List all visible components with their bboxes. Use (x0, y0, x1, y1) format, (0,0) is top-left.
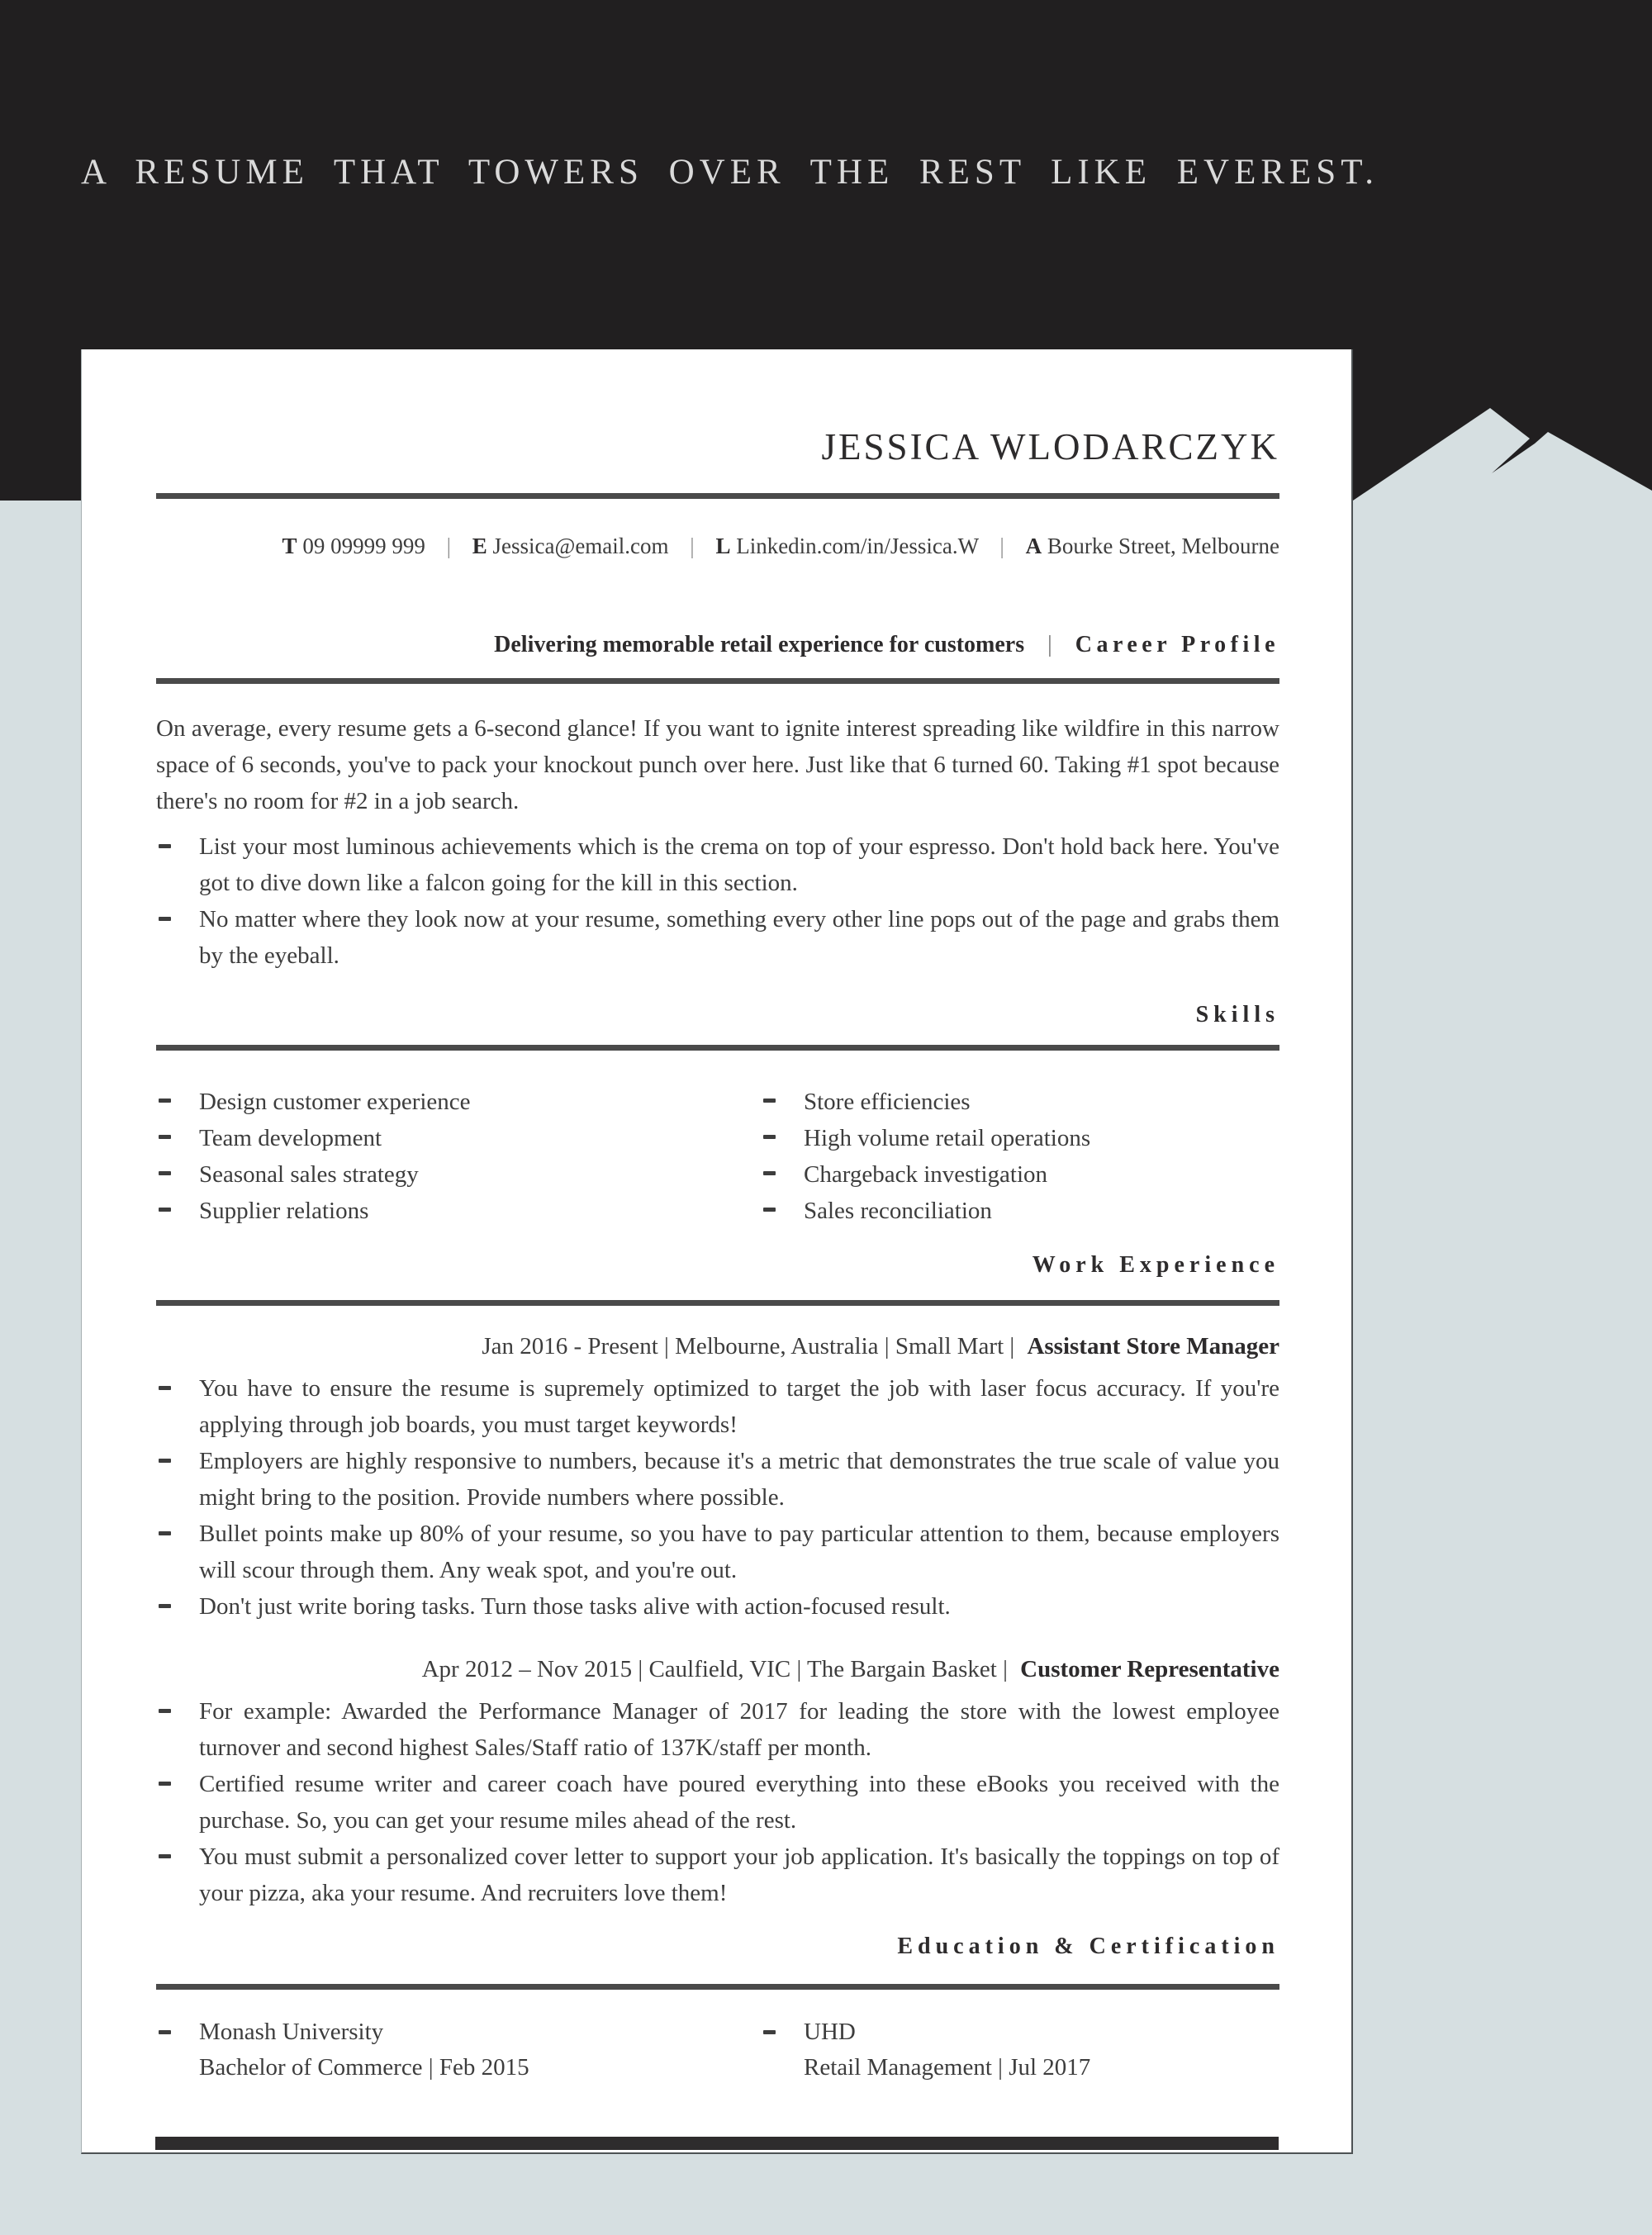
bullet-text: For example: Awarded the Performance Manager of 2017 for leading the store with the lowest employee turnover and second highest Sales/Staff ratio of 137K/staff per month. (199, 1698, 1279, 1761)
dash-bullet-icon (159, 2030, 171, 2034)
list-item (156, 901, 1279, 974)
education-grid (156, 2014, 1279, 2086)
list-item (156, 1120, 761, 1156)
dash-bullet-icon (159, 1709, 171, 1713)
dash-bullet-icon (159, 1208, 171, 1212)
list-item (761, 1120, 1279, 1156)
skills-column-right (761, 1084, 1279, 1229)
contact-separator: | (999, 534, 1004, 558)
list-item (156, 1516, 1279, 1588)
skill-text: Chargeback investigation (804, 1161, 1048, 1188)
bullet-text: Don't just write boring tasks. Turn those tasks alive with action-focused result. (199, 1593, 951, 1620)
dash-bullet-icon (159, 1531, 171, 1535)
contact-separator: | (690, 534, 695, 558)
skill-text: Sales reconciliation (804, 1198, 992, 1224)
list-item (156, 1766, 1279, 1839)
phone-value: 09 09999 999 (302, 534, 425, 558)
job-bullet-list (156, 1370, 1279, 1625)
job-title: Customer Representative (1020, 1656, 1279, 1682)
job-meta-text: Jan 2016 - Present | Melbourne, Australia | Small Mart | (482, 1333, 1015, 1360)
phone-label: T (282, 534, 297, 558)
skill-text: Team development (199, 1125, 382, 1151)
dash-bullet-icon (159, 1135, 171, 1139)
list-item (156, 1370, 1279, 1443)
dash-bullet-icon (763, 1099, 776, 1103)
candidate-name: JESSICA WLODARCZYK (821, 426, 1279, 467)
dash-bullet-icon (159, 1099, 171, 1103)
bullet-text: Certified resume writer and career coach have poured everything into these eBooks you received with the purchase. So, you can get your resume miles ahead of the rest. (199, 1771, 1279, 1834)
work-experience-rule (156, 1300, 1279, 1306)
resume-page (81, 349, 1353, 2154)
list-item (156, 828, 1279, 901)
job-title: Assistant Store Manager (1027, 1333, 1279, 1360)
list-item (156, 1693, 1279, 1766)
email-label: E (472, 534, 487, 558)
tagline-line (156, 630, 1279, 660)
education-detail: Bachelor of Commerce | Feb 2015 (199, 2054, 529, 2081)
contact-line (156, 532, 1279, 560)
dash-bullet-icon (159, 844, 171, 848)
skill-text: Supplier relations (199, 1198, 369, 1224)
list-item (156, 1193, 761, 1229)
list-item (156, 1156, 761, 1193)
dash-bullet-icon (763, 1171, 776, 1175)
skills-rule (156, 1045, 1279, 1051)
education-institution: UHD (804, 2019, 856, 2045)
list-item (761, 1193, 1279, 1229)
list-item (156, 1443, 1279, 1516)
email-value: Jessica@email.com (492, 534, 669, 558)
career-profile-intro: On average, every resume gets a 6-second glance! If you want to ignite interest spreading like wildfire in this narrow space of 6 seconds, you've to pack your knockout punch over here. Just like that 6 turned 60. Taking #1 spot because there's no room for #2 in a job search. (156, 715, 1279, 814)
dash-bullet-icon (159, 1171, 171, 1175)
job-header (156, 1331, 1279, 1361)
dash-bullet-icon (159, 1386, 171, 1390)
bullet-text: You have to ensure the resume is supremely optimized to target the job with laser focus accuracy. If you're applying through job boards, you must target keywords! (199, 1375, 1279, 1438)
dash-bullet-icon (159, 1459, 171, 1463)
name-divider-rule (156, 493, 1279, 499)
page-footer-bar (155, 2137, 1279, 2150)
bullet-text: You must submit a personalized cover letter to support your job application. It's basically the toppings on top of your pizza, aka your resume. And recruiters love them! (199, 1844, 1279, 1906)
career-profile-bullet-list (156, 828, 1279, 974)
education-item (761, 2014, 1279, 2086)
linkedin-value: Linkedin.com/in/Jessica.W (736, 534, 979, 558)
job-bullet-list (156, 1693, 1279, 1911)
skills-grid (156, 1084, 1279, 1229)
tagline-separator: | (1047, 632, 1052, 657)
education-institution: Monash University (199, 2019, 384, 2045)
education-detail: Retail Management | Jul 2017 (804, 2054, 1091, 2081)
section-heading-career-profile: Career Profile (1075, 632, 1279, 657)
linkedin-label: L (715, 534, 731, 558)
tagline-text: Delivering memorable retail experience for customers (494, 632, 1025, 657)
dash-bullet-icon (763, 1135, 776, 1139)
skill-text: High volume retail operations (804, 1125, 1091, 1151)
dash-bullet-icon (159, 917, 171, 921)
skill-text: Seasonal sales strategy (199, 1161, 419, 1188)
bullet-text: No matter where they look now at your resume, something every other line pops out of the page and grabs them by the eyeball. (199, 906, 1279, 969)
list-item (761, 1156, 1279, 1193)
section-heading-education: Education & Certification (897, 1934, 1279, 1959)
dash-bullet-icon (763, 2030, 776, 2034)
dash-bullet-icon (159, 1604, 171, 1608)
education-rule (156, 1984, 1279, 1990)
job-meta-text: Apr 2012 – Nov 2015 | Caulfield, VIC | The Bargain Basket | (421, 1656, 1008, 1682)
skills-column-left (156, 1084, 761, 1229)
bullet-text: List your most luminous achievements which is the crema on top of your espresso. Don't hold back here. You've got to dive down like a falcon going for the kill in this section. (199, 833, 1279, 896)
list-item (156, 1084, 761, 1120)
address-label: A (1025, 534, 1042, 558)
dash-bullet-icon (159, 1854, 171, 1858)
skill-text: Store efficiencies (804, 1089, 971, 1115)
contact-separator: | (446, 534, 451, 558)
section-heading-work-experience: Work Experience (1032, 1252, 1279, 1278)
address-value: Bourke Street, Melbourne (1047, 534, 1279, 558)
skill-text: Design customer experience (199, 1089, 471, 1115)
job-header (156, 1654, 1279, 1684)
bullet-text: Bullet points make up 80% of your resume, so you have to pay particular attention to them, because employers will scour through them. Any weak spot, and you're out. (199, 1521, 1279, 1583)
education-item (156, 2014, 761, 2086)
section-heading-skills: Skills (1195, 1002, 1279, 1027)
banner-headline: A RESUME THAT TOWERS OVER THE REST LIKE EVEREST. (81, 153, 1379, 192)
career-profile-rule (156, 678, 1279, 684)
list-item (156, 1839, 1279, 1911)
list-item (156, 1588, 1279, 1625)
dash-bullet-icon (159, 1782, 171, 1786)
dash-bullet-icon (763, 1208, 776, 1212)
list-item (761, 1084, 1279, 1120)
bullet-text: Employers are highly responsive to numbers, because it's a metric that demonstrates the true scale of value you might bring to the position. Provide numbers where possible. (199, 1448, 1279, 1511)
